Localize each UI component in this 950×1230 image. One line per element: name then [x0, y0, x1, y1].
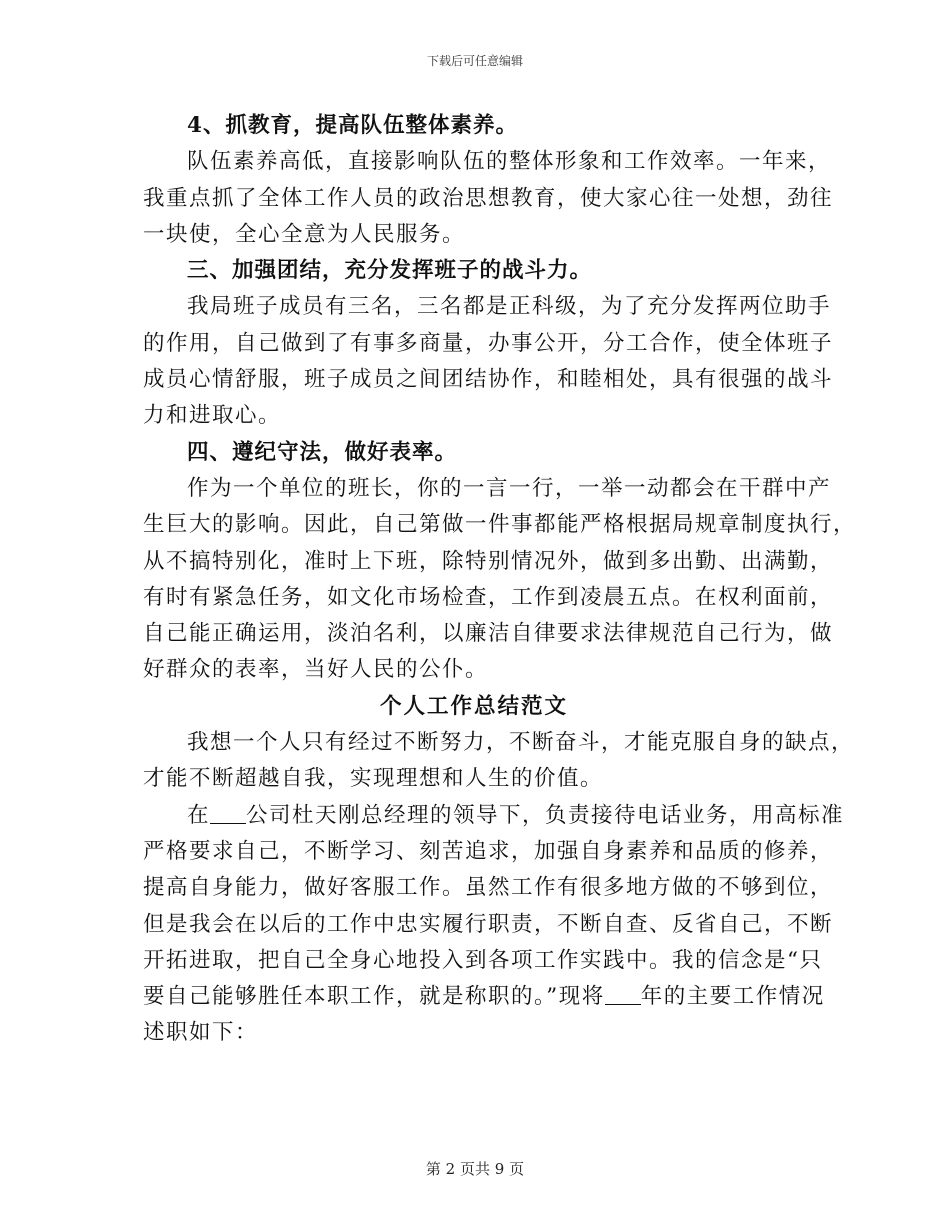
- paragraph-line: 才能不断超越自我，实现理想和人生的价值。: [143, 766, 604, 792]
- paragraph-line: 有时有紧急任务，如文化市场检查，工作到凌晨五点。在权利面前，: [143, 584, 834, 610]
- paragraph-line: [143, 798, 845, 834]
- paragraph-line: 从不搞特别化，准时上下班，除特别情况外，做到多出勤、出满勤，: [143, 548, 834, 574]
- paragraph-line: 提高自身能力，做好客服工作。虽然工作有很多地方做的不够到位，: [143, 875, 834, 901]
- fill-in-blank: [605, 982, 641, 1005]
- paragraph-line: 生巨大的影响。因此，自己第做一件事都能严格根据局规章制度执行，: [143, 512, 857, 538]
- text-fragment: 公司杜天刚总经理的领导下，负责接待电话业务，用高标准: [246, 802, 845, 828]
- section-heading: 三、加强团结，充分发挥班子的战斗力。: [187, 258, 593, 284]
- paragraph-line: 成员心情舒服，班子成员之间团结协作，和睦相处，具有很强的战斗: [143, 367, 834, 393]
- paragraph-line: 好群众的表率，当好人民的公仆。: [143, 657, 489, 683]
- paragraph-line: 开拓进取，把自己全身心地投入到各项工作实践中。我的信念是“只: [143, 947, 823, 973]
- paragraph-line: 自己能正确运用，淡泊名利，以廉洁自律要求法律规范自己行为，做: [143, 621, 834, 647]
- paragraph-line: 我局班子成员有三名，三名都是正科级，为了充分发挥两位助手: [187, 294, 832, 320]
- section-heading: 四、遵纪守法，做好表率。: [187, 439, 458, 465]
- text-fragment: 在: [187, 802, 211, 828]
- paragraph-line: 但是我会在以后的工作中忠实履行职责，不断自查、反省自己，不断: [143, 911, 834, 937]
- paragraph-line: 述职如下：: [143, 1020, 259, 1046]
- paragraph-line: 作为一个单位的班长，你的一言一行，一举一动都会在干群中产: [187, 475, 832, 501]
- paragraph-line: 严格要求自己，不断学习、刻苦追求，加强自身素养和品质的修养，: [143, 838, 834, 864]
- paragraph-line: 一块使，全心全意为人民服务。: [143, 221, 466, 247]
- fill-in-blank: [210, 801, 246, 824]
- paragraph-line: [143, 979, 825, 1015]
- text-fragment: 要自己能够胜任本职工作，就是称职的。”现将: [143, 984, 605, 1010]
- document-title: 个人工作总结范文: [379, 693, 568, 719]
- page-number-footer: 第 2 页共 9 页: [425, 1160, 525, 1178]
- section-heading: 4、抓教育，提高队伍整体素养。: [187, 113, 518, 138]
- page-header: 下载后可任意编辑: [426, 54, 523, 68]
- text-fragment: 年的主要工作情况: [640, 984, 825, 1010]
- paragraph-line: 的作用，自己做到了有事多商量，办事公开，分工合作，使全体班子: [143, 330, 834, 356]
- paragraph-line: 我重点抓了全体工作人员的政治思想教育，使大家心往一处想，劲往: [143, 185, 834, 211]
- paragraph-line: 力和进取心。: [143, 403, 282, 429]
- paragraph-line: 队伍素养高低，直接影响队伍的整体形象和工作效率。一年来，: [187, 149, 832, 175]
- paragraph-line: 我想一个人只有经过不断努力，不断奋斗，才能克服自身的缺点，: [187, 730, 855, 756]
- document-body: [143, 108, 857, 1052]
